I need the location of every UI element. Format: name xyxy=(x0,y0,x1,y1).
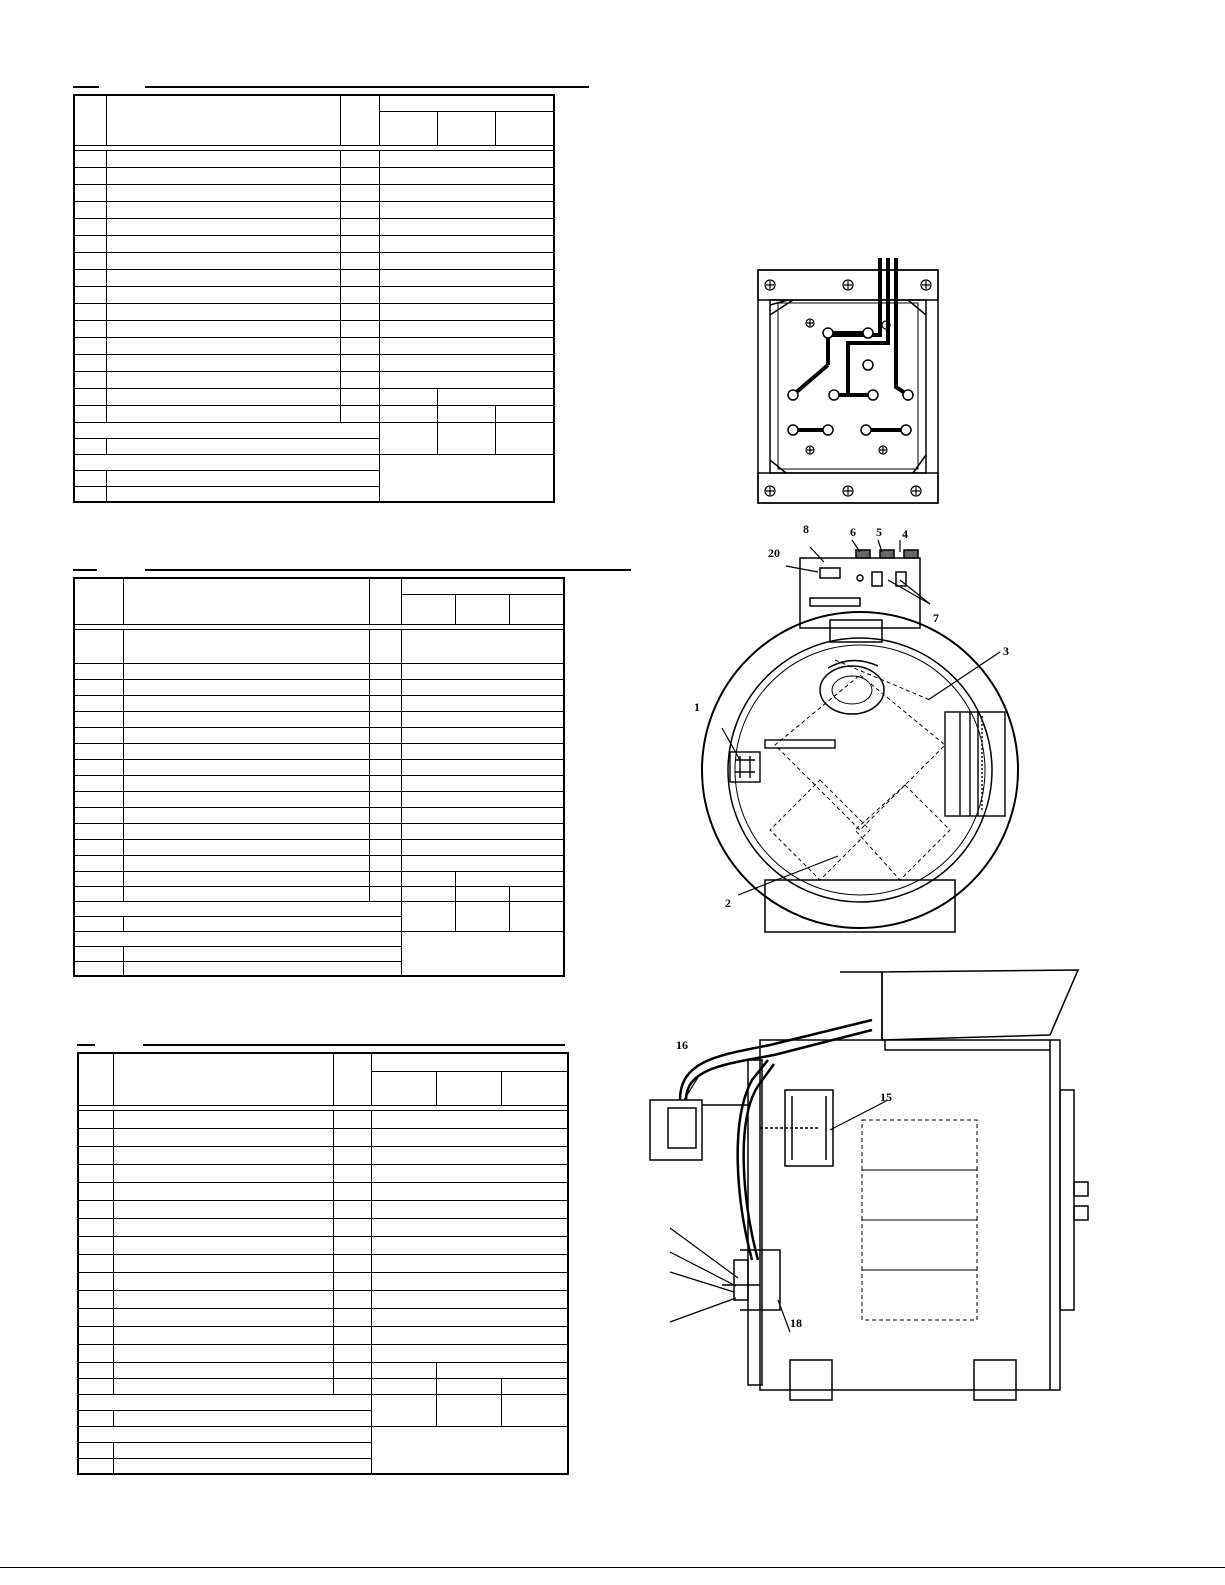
callout-15: 15 xyxy=(880,1090,892,1104)
inspection-table-2 xyxy=(73,563,563,991)
terminal-board-diagram xyxy=(748,255,948,510)
callout-4: 4 xyxy=(902,527,908,541)
table-3-grid xyxy=(77,1052,569,1475)
callout-18: 18 xyxy=(790,1316,802,1330)
callout-6: 6 xyxy=(850,525,856,539)
callout-20: 20 xyxy=(768,546,780,560)
table-1-grid xyxy=(73,94,555,503)
callout-16: 16 xyxy=(676,1038,688,1052)
generator-front-view-diagram xyxy=(660,520,1040,940)
callout-5: 5 xyxy=(876,525,882,539)
table-2-grid xyxy=(73,577,565,977)
callout-7: 7 xyxy=(933,611,939,625)
inspection-table-1 xyxy=(73,80,553,524)
callout-1: 1 xyxy=(694,700,700,714)
inspection-table-3 xyxy=(77,1038,567,1498)
generator-side-view-diagram xyxy=(640,960,1100,1410)
callout-8: 8 xyxy=(803,522,809,536)
callout-3: 3 xyxy=(1003,644,1009,658)
callout-2: 2 xyxy=(725,896,731,910)
page-bottom-rule xyxy=(0,1567,1225,1568)
